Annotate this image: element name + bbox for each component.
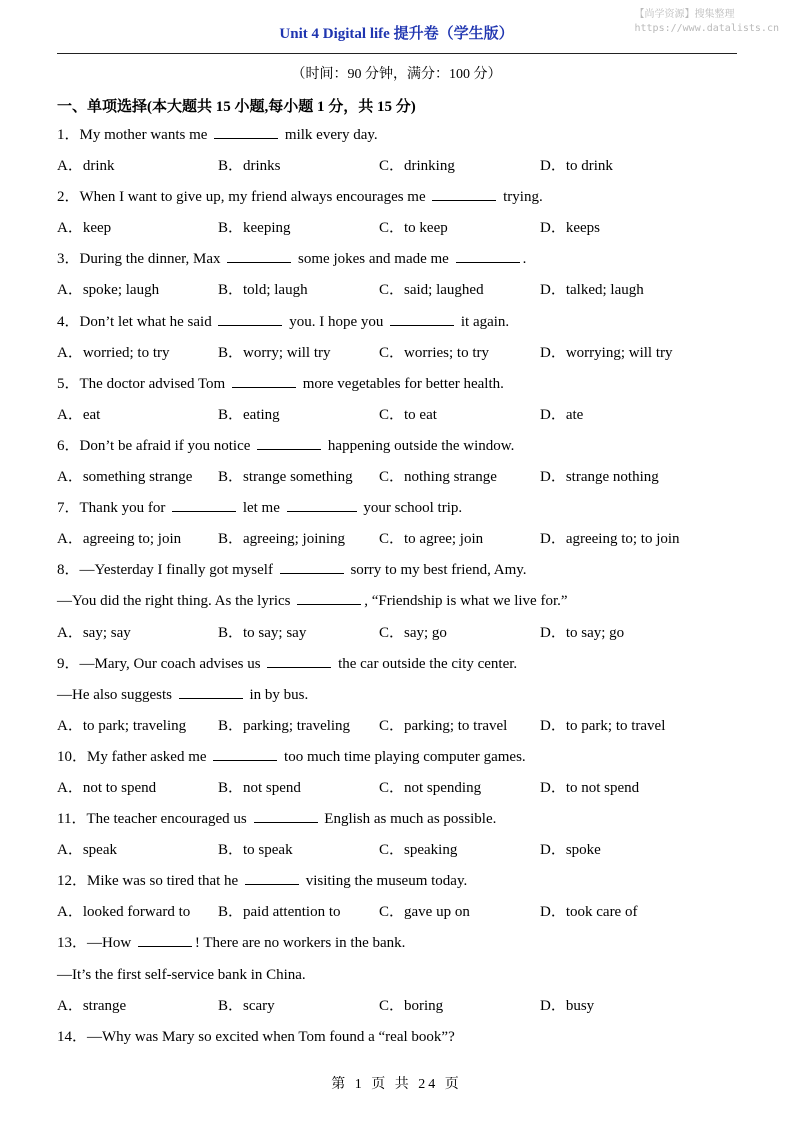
question-text: the car outside the city center. xyxy=(334,655,518,672)
answer-blank xyxy=(280,559,344,574)
options-row xyxy=(57,217,747,248)
option-b: B．not spend xyxy=(218,779,301,796)
option-a: A．keep xyxy=(57,220,112,237)
question-text: in by bus. xyxy=(245,686,309,703)
question-text: 6．Don’t be afraid if you notice xyxy=(57,437,255,454)
option-c: C．worries; to try xyxy=(379,344,489,361)
answer-blank xyxy=(287,497,357,512)
options-row xyxy=(57,995,747,1026)
option-c: C．said; laughed xyxy=(379,282,484,299)
option-b: B．agreeing; joining xyxy=(218,531,346,548)
question-text: . xyxy=(522,251,527,268)
page-footer: 第 1 页 共 24 页 xyxy=(331,1077,462,1092)
question-text: ! There are no workers in the bank. xyxy=(194,935,406,952)
option-b: B．drinks xyxy=(218,158,281,175)
question-text: milk every day. xyxy=(281,127,378,143)
option-a: A．drink xyxy=(57,158,115,175)
option-d: D．busy xyxy=(540,997,595,1014)
question-text: 2．When I want to give up, my friend always encourages me xyxy=(57,189,430,206)
question-stem xyxy=(57,932,747,963)
question-text: 13．—How xyxy=(57,935,135,952)
option-d: D．to park; to travel xyxy=(540,717,666,734)
question-text: too much time playing computer games. xyxy=(280,748,526,765)
question-dialogue-line xyxy=(57,684,747,715)
option-c: C．nothing strange xyxy=(379,469,497,486)
question-text: 14．—Why was Mary so excited when Tom found a “real book”? xyxy=(57,1028,455,1045)
answer-blank xyxy=(213,746,277,761)
option-b: B．told; laugh xyxy=(218,282,308,299)
option-b: B．scary xyxy=(218,997,275,1014)
options-row xyxy=(57,279,747,310)
answer-blank xyxy=(179,684,243,699)
question-stem xyxy=(57,497,747,528)
watermark-line-1: 【尚学资源】搜集整理 xyxy=(634,9,735,20)
option-d: D．agreeing to; to join xyxy=(540,531,680,548)
option-a: A．looked forward to xyxy=(57,904,191,921)
question-text: 1．My mother wants me xyxy=(57,127,212,143)
option-d: D．spoke xyxy=(540,842,601,859)
options-row xyxy=(57,839,747,870)
question-text: you. I hope you xyxy=(285,313,388,330)
option-d: D．keeps xyxy=(540,220,600,237)
option-c: C．not spending xyxy=(379,779,482,796)
question-text: your school trip. xyxy=(359,500,463,517)
answer-blank xyxy=(172,497,236,512)
question-stem xyxy=(57,559,747,590)
option-d: D．strange nothing xyxy=(540,469,659,486)
options-row xyxy=(57,777,747,808)
question-text: happening outside the window. xyxy=(324,437,515,454)
options-row xyxy=(57,342,747,373)
question-stem xyxy=(57,808,747,839)
question-text: —He also suggests xyxy=(57,686,176,703)
option-c: C．boring xyxy=(379,997,444,1014)
answer-blank xyxy=(245,870,299,885)
option-c: C．speaking xyxy=(379,842,458,859)
option-c: C．parking; to travel xyxy=(379,717,508,734)
header-divider xyxy=(57,53,737,54)
options-row xyxy=(57,155,747,186)
page-title: Unit 4 Digital life 提升卷（学生版） xyxy=(279,26,514,42)
question-text: 11．The teacher encouraged us xyxy=(57,811,251,828)
answer-blank xyxy=(257,435,321,450)
option-d: D．talked; laugh xyxy=(540,282,644,299)
option-b: B．keeping xyxy=(218,220,291,237)
option-c: C．drinking xyxy=(379,158,455,175)
answer-blank xyxy=(227,248,291,263)
option-d: D．worrying; will try xyxy=(540,344,673,361)
question-text: let me xyxy=(239,500,284,517)
option-a: A．strange xyxy=(57,997,127,1014)
options-row xyxy=(57,715,747,746)
question-stem xyxy=(57,124,747,155)
question-stem xyxy=(57,653,747,684)
question-text: 7．Thank you for xyxy=(57,500,170,517)
question-text: more vegetables for better health. xyxy=(298,375,504,392)
option-b: B．to speak xyxy=(218,842,293,859)
question-stem xyxy=(57,1026,747,1057)
question-stem xyxy=(57,186,747,217)
option-c: C．to agree; join xyxy=(379,531,484,548)
question-stem xyxy=(57,373,747,404)
option-a: A．worried; to try xyxy=(57,344,170,361)
option-b: B．strange something xyxy=(218,469,353,486)
option-b: B．eating xyxy=(218,406,280,423)
option-a: A．not to spend xyxy=(57,779,157,796)
question-text: some jokes and made me xyxy=(294,251,453,268)
option-b: B．paid attention to xyxy=(218,904,341,921)
option-a: A．something strange xyxy=(57,469,193,486)
question-text: 8．—Yesterday I finally got myself xyxy=(57,562,277,579)
answer-blank xyxy=(254,808,318,823)
question-dialogue-line xyxy=(57,590,747,621)
answer-blank xyxy=(214,124,278,139)
question-text: sorry to my best friend, Amy. xyxy=(346,562,527,579)
option-c: C．to keep xyxy=(379,220,448,237)
answer-blank xyxy=(432,186,496,201)
question-text: English as much as possible. xyxy=(320,811,497,828)
answer-blank xyxy=(456,248,520,263)
option-c: C．to eat xyxy=(379,406,437,423)
options-row xyxy=(57,528,747,559)
option-b: B．parking; traveling xyxy=(218,717,351,734)
option-c: C．gave up on xyxy=(379,904,470,921)
option-d: D．to say; go xyxy=(540,624,625,641)
question-text: it again. xyxy=(457,313,510,330)
option-a: A．eat xyxy=(57,406,101,423)
option-d: D．took care of xyxy=(540,904,638,921)
answer-blank xyxy=(297,590,361,605)
question-text: trying. xyxy=(499,189,543,206)
question-text: —You did the right thing. As the lyrics xyxy=(57,593,295,610)
options-row xyxy=(57,901,747,932)
question-list xyxy=(57,124,747,1057)
answer-blank xyxy=(138,932,192,947)
answer-blank xyxy=(267,653,331,668)
option-a: A．spoke; laugh xyxy=(57,282,160,299)
question-stem xyxy=(57,311,747,342)
question-text: 9．—Mary, Our coach advises us xyxy=(57,655,265,672)
answer-blank xyxy=(218,311,282,326)
options-row xyxy=(57,466,747,497)
question-text: , “Friendship is what we live for.” xyxy=(364,593,568,610)
question-dialogue-line xyxy=(57,964,747,995)
option-b: B．worry; will try xyxy=(218,344,331,361)
option-c: C．say; go xyxy=(379,624,447,641)
option-d: D．ate xyxy=(540,406,584,423)
option-d: D．to not spend xyxy=(540,779,640,796)
question-stem xyxy=(57,870,747,901)
options-row xyxy=(57,404,747,435)
question-text: 12．Mike was so tired that he xyxy=(57,873,242,890)
question-text: 4．Don’t let what he said xyxy=(57,313,216,330)
question-stem xyxy=(57,248,747,279)
section-title: 一、单项选择(本大题共 15 小题,每小题 1 分，共 15 分) xyxy=(57,99,416,115)
options-row xyxy=(57,622,747,653)
answer-blank xyxy=(390,311,454,326)
option-a: A．to park; traveling xyxy=(57,717,187,734)
question-text: visiting the museum today. xyxy=(301,873,468,890)
answer-blank xyxy=(232,373,296,388)
option-a: A．speak xyxy=(57,842,117,859)
option-d: D．to drink xyxy=(540,158,613,175)
question-text: —It’s the first self-service bank in China. xyxy=(57,966,306,983)
question-text: 10．My father asked me xyxy=(57,748,211,765)
option-a: A．say; say xyxy=(57,624,131,641)
exam-time-info: （时间：90 分钟，满分：100 分） xyxy=(291,67,502,82)
question-stem xyxy=(57,746,747,777)
question-text: 3．During the dinner, Max xyxy=(57,251,225,268)
watermark-line-2: https://www.datalists.cn xyxy=(634,23,779,34)
question-stem xyxy=(57,435,747,466)
option-a: A．agreeing to; join xyxy=(57,531,182,548)
option-b: B．to say; say xyxy=(218,624,307,641)
question-text: 5．The doctor advised Tom xyxy=(57,375,229,392)
